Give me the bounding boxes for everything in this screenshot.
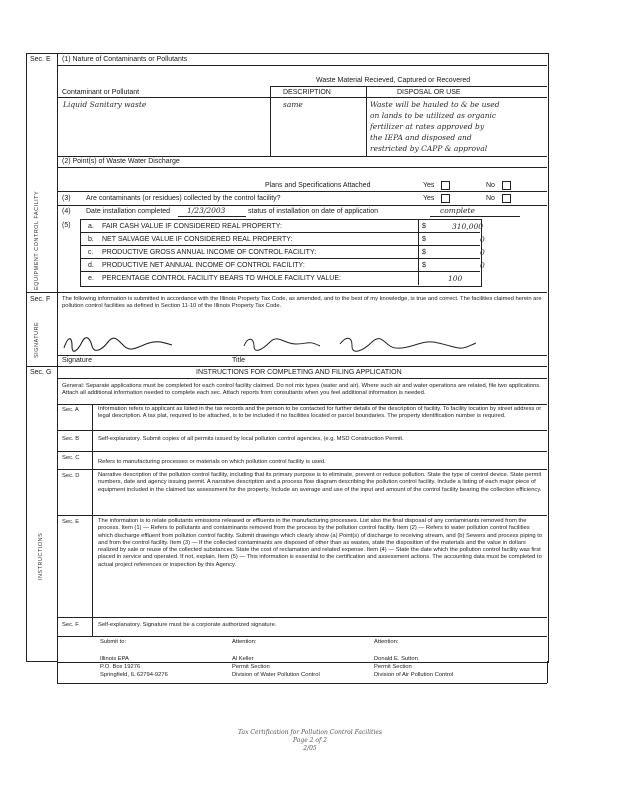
hw-disposal-4: the IEPA and disposed and <box>370 133 472 142</box>
sec-g-label: Sec. G <box>30 369 52 376</box>
col-divider <box>366 86 367 156</box>
rule <box>57 617 547 618</box>
rule <box>57 97 547 98</box>
frame-left-ext <box>57 661 58 683</box>
row-a-hw: 310,000 <box>452 222 484 231</box>
instr-text-c: Refers to manufacturing processes or materials on which pollution control facility is used. <box>98 459 326 465</box>
plans-no: No <box>486 182 495 189</box>
item4-date-hw: 1/23/2003 <box>187 206 226 215</box>
instr-text-e: The information is to relate pollutants emissions released or effluents in the manufacturing processes. List also the final disposal of any contaminants removed from the process. Item (1) — Refers to pollutants and contaminants removed from the process by the pollution control facility. Item (2) — Refers to water pollution control facilities which discharge effluent from pollution control facility. Submit drawings which clearly show (a) Point(s) of discharge to receiving stream, and (b) Sewers and process piping to and from the control facility. Item (3) — If the collected contaminants are disposed of other than as wastes, state the disposition of the materials and the value in dollars realized by sale or reuse of the collected substances. State the cost of reclamation and related expense. Item (4) — State the date which the pollution control facility was first placed in service and operated. If not, explain. Item (5) — This information is essential to the certification and assessment actions. The accounting data must be completed to actual project references or inspection by this Agency. <box>98 518 543 568</box>
frame-right-ext <box>547 661 548 683</box>
rule <box>57 191 547 192</box>
instr-text-d: Narrative description of the pollution control facility, including that its primary purpose is to eliminate, prevent or reduce pollution. State the type of control device. State permit numbers, date and agency issuing permit. A narrative description and a process flow diagram describing the pollution control facility. Include a listing of each major piece of equipment included in the claimed tax assessment for the property. Include an average and use of the input and amount of the control facility bearing the collection efficiency. <box>98 472 542 493</box>
addr1-line1: Illinois EPA <box>100 656 129 662</box>
footer-line2: Page 2 of 2 <box>293 737 327 744</box>
title-handwriting <box>240 334 490 354</box>
sec-g-side-label: INSTRUCTIONS <box>38 532 44 580</box>
plans-yes-checkbox[interactable] <box>441 181 450 190</box>
row-e-letter: e. <box>88 275 94 282</box>
col-disposal: DISPOSAL OR USE <box>397 89 461 96</box>
bottom-rule-left <box>26 661 57 662</box>
item3-no-checkbox[interactable] <box>502 194 511 203</box>
instr-tag-a: Sec. A <box>62 407 79 413</box>
rule <box>80 271 480 272</box>
rule <box>57 469 547 470</box>
addr3-line1: Donald E. Sutton <box>374 656 418 662</box>
waste-header: Waste Material Recieved, Captured or Recovered <box>316 77 471 84</box>
hw-disposal-1: Waste will be hauled to & be used <box>370 100 500 109</box>
item3-num: (3) <box>62 195 71 202</box>
hw-description: same <box>283 100 303 109</box>
row-e-text: PERCENTAGE CONTROL FACILITY BEARS TO WHOLE FACILITY VALUE: <box>102 275 341 282</box>
instr-tag-d: Sec. D <box>62 473 80 479</box>
instr-text-f: Self-explanatory. Signature must be a corporate authorized signature. <box>98 622 277 628</box>
row-a-text: FAIR CASH VALUE IF CONSIDERED REAL PROPERTY: <box>102 223 282 230</box>
item5-num: (5) <box>62 222 71 229</box>
plans-no-checkbox[interactable] <box>502 181 511 190</box>
instr-tag-b: Sec. B <box>62 436 80 442</box>
addr3-line3: Division of Air Pollution Control <box>374 672 454 678</box>
item3-question: Are contaminants (or residues) collected by the control facility? <box>86 195 281 202</box>
instr-text-a: Information refers to applicant as listed in the tax records and the person to be contacted for further details of the description of facility. To facility location by street address or legal description. A tax plat, required to be attached, is to be included if no facilities located or parcel boundaries. The property identification number is required. <box>98 406 542 420</box>
rule <box>57 430 547 431</box>
rule <box>57 167 547 168</box>
sec-g-general: General: Separate applications must be completed for each control facility claimed. Do not mix types (water and air). Where such air and water operations are related, file two applications. Attach all additional information needed to complete each sec. Attach reports from consultants when you feel additional information is needed. <box>62 383 541 397</box>
rule <box>57 404 547 405</box>
rule <box>57 378 547 379</box>
col-divider <box>270 86 271 156</box>
rule <box>57 515 547 516</box>
rule <box>430 216 520 217</box>
sec-g-title: INSTRUCTIONS FOR COMPLETING AND FILING APPLICATION <box>196 369 402 376</box>
addr2-line2: Permit Section <box>232 664 270 670</box>
hw-disposal-2: on lands to be utilized as organic <box>370 111 497 120</box>
attention-label-2: Attention: <box>374 639 399 645</box>
addr3-line2: Permit Section <box>374 664 412 670</box>
title-label: Title <box>232 357 245 364</box>
item4-status-hw: complete <box>440 206 475 215</box>
signature-image <box>62 334 192 354</box>
rule <box>80 245 480 246</box>
rule <box>57 451 547 452</box>
hw-contaminant: Liquid Sanitary waste <box>63 100 147 109</box>
item4-date-label: Date installation completed <box>86 208 171 215</box>
rule <box>26 366 547 367</box>
sig-label: Signature <box>62 357 92 364</box>
sec-f-side-label: SIGNATURE <box>34 321 40 358</box>
sec-e-side-label: EQUIPMENT CONTROL FACILITY <box>34 190 40 290</box>
row-a-letter: a. <box>88 223 94 230</box>
rule <box>57 65 547 66</box>
row-b-dollar: $ <box>422 236 426 243</box>
col-contaminant: Contaminant or Pollutant <box>62 89 140 96</box>
submit-label: Submit to: <box>100 639 127 645</box>
addr1-line3: Springfield, IL 62794-9276 <box>100 672 168 678</box>
sec-f-text: The following information is submitted in accordance with the Illinois Property Tax Code, as amended, and to the best of my knowledge, is true and correct. The facilities claimed herein are pollution control facilities as defined in Section 11-10 of the Illinois Property Tax Code. <box>62 296 542 310</box>
rule <box>57 156 547 157</box>
row-d-letter: d. <box>88 262 94 269</box>
hw-disposal-3: fertilizer at rates approved by <box>370 122 485 131</box>
instr-text-b: Self-explanatory. Submit copies of all permits issued by local pollution control agencies, (e.g. MSD Construction Permit. <box>98 436 404 442</box>
item4-status-label: status of installation on date of application <box>248 208 378 215</box>
row-b-letter: b. <box>88 236 94 243</box>
addr1-line2: P.O. Box 19276 <box>100 664 141 670</box>
footer-line3: 2/05 <box>303 745 317 752</box>
top-rule-left <box>26 53 57 54</box>
row-c-text: PRODUCTIVE GROSS ANNUAL INCOME OF CONTROL FACILITY: <box>102 249 317 256</box>
col-description: DESCRIPTION <box>283 89 331 96</box>
addr2-line3: Division of Water Pollution Control <box>232 672 320 678</box>
instr-tag-f: Sec. F <box>62 622 79 628</box>
rule <box>80 232 480 233</box>
item3-yes: Yes <box>423 195 435 202</box>
row-d-text: PRODUCTIVE NET ANNUAL INCOME OF CONTROL FACILITY: <box>102 262 305 269</box>
item4-num: (4) <box>62 208 71 215</box>
row-d-dollar: $ <box>422 262 426 269</box>
row-c-letter: c. <box>88 249 94 256</box>
sec-e-label: Sec. E <box>30 56 51 63</box>
plans-yes: Yes <box>423 182 435 189</box>
plans-label: Plans and Specifications Attached <box>265 182 371 189</box>
row-b-hw: 0 <box>480 235 485 244</box>
sec-e-item2: (2) Point(s) of Waste Water Discharge <box>62 158 180 165</box>
rule <box>80 258 480 259</box>
row-e-hw: 100 <box>448 274 463 283</box>
item3-yes-checkbox[interactable] <box>441 194 450 203</box>
hw-disposal-5: restricted by CAPP & approval <box>370 144 488 153</box>
attention-label-1: Attention: <box>232 639 257 645</box>
instr-tag-e: Sec. E <box>62 519 80 525</box>
item5-divider <box>418 219 419 285</box>
sec-e-item1: (1) Nature of Contaminants or Pollutants <box>62 56 188 63</box>
row-c-dollar: $ <box>422 249 426 256</box>
instr-tag-c: Sec. C <box>62 455 80 461</box>
instr-tag-divider <box>92 404 93 636</box>
rule <box>270 86 547 87</box>
signature-line <box>57 355 547 356</box>
addr2-line1: Al Keller <box>232 656 254 662</box>
rule <box>178 216 246 217</box>
item3-no: No <box>486 195 495 202</box>
sec-f-label: Sec. F <box>30 296 51 303</box>
rule <box>57 636 547 637</box>
row-a-dollar: $ <box>422 223 426 230</box>
frame-bottom <box>57 683 547 684</box>
left-margin-rule <box>26 53 27 661</box>
footer-line1: Tax Certification for Pollution Control Facilities <box>237 729 383 736</box>
row-b-text: NET SALVAGE VALUE IF CONSIDERED REAL PROPERTY: <box>102 236 293 243</box>
rule <box>26 292 547 293</box>
row-c-hw: 0 <box>480 248 485 257</box>
row-d-hw: 0 <box>480 261 485 270</box>
